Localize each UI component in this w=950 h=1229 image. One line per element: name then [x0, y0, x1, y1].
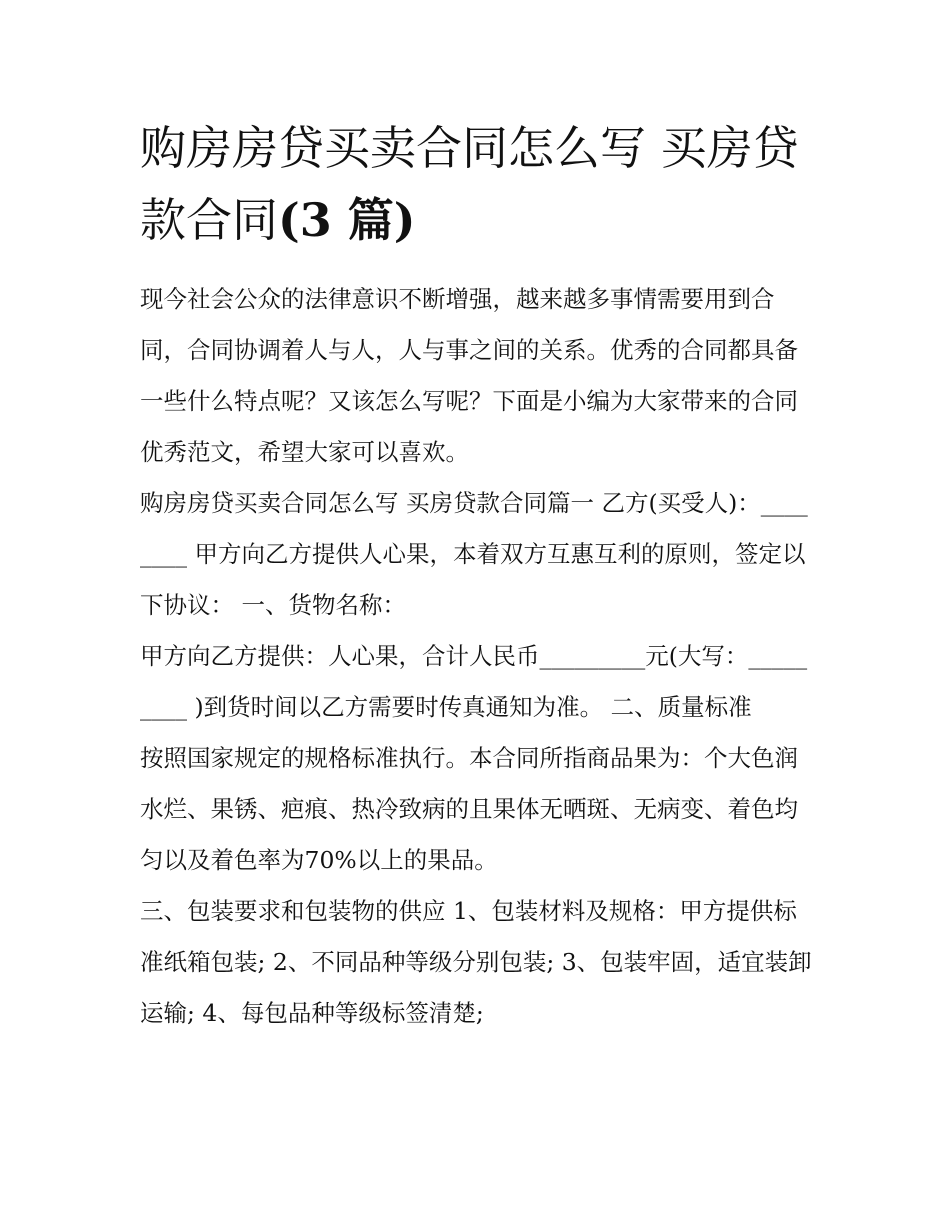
- paragraph-contract-parties: 购房房贷买卖合同怎么写 买房贷款合同篇一 乙方(买受人)：________ 甲方向乙方提供人心果，本着双方互惠互利的原则，签定以下协议： 一、货物名称：: [140, 489, 808, 619]
- paragraph-packaging: 三、包装要求和包装物的供应 1、包装材料及规格：甲方提供标准纸箱包装; 2、不同品种等级分别包装; 3、包装牢固，适宜装卸运输; 4、每包品种等级标签清楚;: [140, 897, 812, 1027]
- title-suffix: (3 篇): [278, 193, 416, 247]
- paragraph-goods-price: 甲方向乙方提供：人心果，合计人民币_________元(大写：_________ )到货时间以乙方需要时传真通知为准。 二、质量标准: [140, 642, 808, 721]
- document-title: [140, 112, 812, 256]
- paragraph-intro: 现今社会公众的法律意识不断增强，越来越多事情需要用到合同，合同协调着人与人，人与事之间的关系。优秀的合同都具备一些什么特点呢？又该怎么写呢？下面是小编为大家带来的合同优秀范文，希望大家可以喜欢。: [140, 285, 798, 466]
- document-page: [140, 112, 812, 1039]
- title-main: 购房房贷买卖合同怎么写 买房贷款合同: [140, 121, 799, 247]
- paragraph-quality-standard: 按照国家规定的规格标准执行。本合同所指商品果为：个大色润水烂、果锈、疤痕、热冷致病的且果体无晒斑、无病变、着色均匀以及着色率为70%以上的果品。: [140, 744, 798, 874]
